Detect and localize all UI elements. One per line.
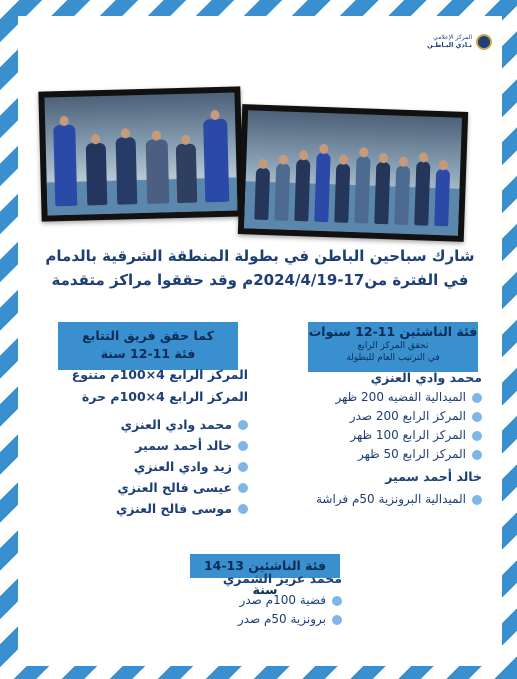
- club-emblem-icon: [476, 34, 492, 50]
- bullet-icon: [472, 393, 482, 403]
- swimmer-name-mohammed-aziz: محمد عزيز الشمري: [222, 571, 342, 586]
- announcement-title: [38, 244, 482, 292]
- list-item: المركز الرابع 200 صدر: [336, 407, 482, 426]
- category-11-12-title: فئة الناشئين 11-12 سنوات: [308, 324, 478, 339]
- swimmer3-results: [238, 591, 342, 629]
- title-line-2: في الفترة من17-2024/4/19م وقد حققوا مراكز متقدمة: [51, 271, 469, 289]
- category-11-12-header: [308, 322, 478, 372]
- list-item: محمد وادي العنزي: [116, 414, 248, 435]
- bullet-icon: [472, 412, 482, 422]
- list-item: موسى فالح العنزي: [116, 498, 248, 519]
- bullet-icon: [238, 462, 248, 472]
- bullet-icon: [332, 615, 342, 625]
- bullet-icon: [238, 483, 248, 493]
- swimmer-name-mohammed-wadi: محمد وادي العنزي: [370, 370, 482, 385]
- swimmer1-results: [336, 388, 482, 464]
- category-11-12-sub-1: تحقق المركز الرابع: [357, 341, 429, 351]
- bullet-icon: [472, 450, 482, 460]
- list-item: فضية 100م صدر: [238, 591, 342, 610]
- list-item: عيسى فالح العنزي: [116, 477, 248, 498]
- relay-team-header: [58, 322, 238, 370]
- bullet-icon: [332, 596, 342, 606]
- list-item: الميدالية البرونزية 50م فراشة: [316, 490, 482, 509]
- bullet-icon: [238, 504, 248, 514]
- category-13-14-header: فئة الناشئين 13-14 سنة: [190, 554, 340, 578]
- list-item: برونزية 50م صدر: [238, 610, 342, 629]
- relay-title-2: فئة 11-12 سنة: [100, 346, 196, 361]
- bullet-icon: [472, 431, 482, 441]
- list-item: زيد وادي العنزي: [116, 456, 248, 477]
- bullet-icon: [238, 441, 248, 451]
- poster-card: [18, 16, 502, 666]
- logo-line-media-center: المركز الإعلامي: [433, 34, 472, 42]
- team-photo-left: [38, 86, 243, 221]
- bullet-icon: [472, 495, 482, 505]
- list-item: خالد أحمد سمير: [116, 435, 248, 456]
- team-photo-right: [238, 104, 468, 242]
- relay-result-medley: المركز الرابع 4×100م متنوع: [71, 367, 248, 382]
- bullet-icon: [238, 420, 248, 430]
- list-item: المركز الرابع 100 ظهر: [336, 426, 482, 445]
- list-item: الميدالية الفضيه 200 ظهر: [336, 388, 482, 407]
- swimmer2-results: [316, 490, 482, 509]
- relay-result-freestyle: المركز الرابع 4×100م حرة: [81, 389, 248, 404]
- relay-title-1: كما حقق فريق التتابع: [82, 328, 214, 343]
- relay-members: [116, 414, 248, 519]
- category-11-12-sub-2: في الترتيب العام للبطولة: [346, 353, 440, 363]
- logo-line-club-name: نـادي البـاطـن: [427, 40, 472, 49]
- swimmer-name-khaled-ahmed: خالد أحمد سمير: [385, 469, 482, 484]
- list-item: المركز الرابع 50 ظهر: [336, 445, 482, 464]
- club-logo: [427, 34, 492, 50]
- title-line-1: شارك سباحين الباطن في بطولة المنطقة الشرقية بالدمام: [45, 247, 475, 265]
